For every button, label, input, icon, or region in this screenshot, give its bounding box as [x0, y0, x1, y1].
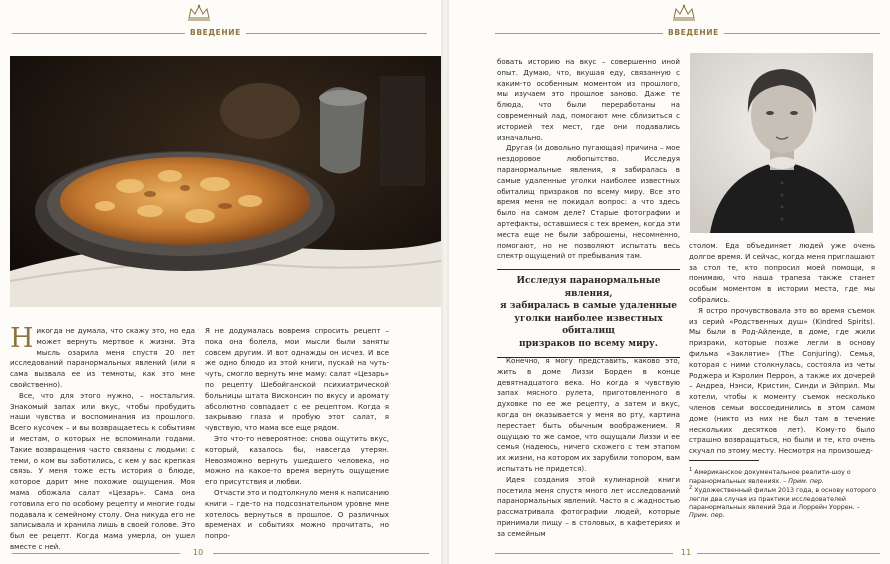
- footer-rule-right: [697, 553, 880, 554]
- crown-ornament-icon: [671, 3, 697, 23]
- footer-rule-right: [213, 553, 429, 554]
- paragraph: Я остро прочувствовала это во время съемок из серий «Родственных душ» (Kindred Spirits). Мы были в Род-Айленде, в доме, где жили призраки, которые позже легли в основу фильма «Заклятие» (The Conjuring). Семья, которая с ними столкнулась, состояла из четы Роджера и Кэролин Перрон, а также их дочерей – Андреа, Нэнси, Кристин, Синди и Эйприл. Мы хотели, чтобы к моменту съемок несколько членов семьи воссоединились в этом самом доме (никто из них не был там в течение нескольких десятков лет). Кому-то было страшно возвращаться, но были и те, кто очень скучал по этому месту. Несмотря на произошед-: [689, 305, 875, 456]
- paragraph: Все, что для этого нужно, – ностальгия. Знакомый запах или вкус, чтобы пробудить наши чувства и воспоминания из прошлого. Всего кусочек – и вы возвращаетесь к событиям и местам, о которых не вспоминали годами. Такие возвращения часто связаны с людьми: с теми, о ком вы заботились, с кем у вас крепкая связь. У меня тоже есть история о блюде, которое дарит мне похожие ощущения. Моя мама обожала салат «Цезарь». Сама она готовила его по особому рецепту и многие годы подавала к семейному столу. Она никуда его не записывала и хранила лишь в своей голове. Это был ее рецепт. Когда мама умерла, он ушел вместе с ней.: [10, 390, 195, 551]
- left-column-2: [205, 326, 389, 542]
- page-number: 11: [681, 548, 692, 557]
- footer-rule-left: [495, 553, 673, 554]
- paragraph: Другая (и довольно пугающая) причина – мое нездоровое любопытство. Исследуя паранормальные явления, я забиралась в самые удаленные уголки наиболее известных обиталищ призраков по всему миру. Все это время меня не покидал вопрос: а что здесь было на самом деле? Старые фотографии и артефакты, оставшиеся с тех времен, когда эти места еще не были заброшены, несомненно, помогают, но не позволяют испытать весь спектр ощущений от пребывания там.: [497, 143, 680, 261]
- paragraph: Никогда не думала, что скажу это, но еда может вернуть мертвое к жизни. Эта мысль озарила меня спустя 20 лет исследований паранормальных явлений (или я сама вызвала ее из темноты, как это мне свойственно).: [10, 323, 195, 389]
- footer-rule-left: [12, 553, 180, 554]
- left-page: [0, 0, 441, 564]
- paragraph: столом. Еда объединяет людей уже очень долгое время. И сейчас, когда меня приглашают за стол те, кто попросил моей помощи, я понимаю, что наша трапеза также станет особым моментом в истории места, где мы собрались.: [689, 241, 875, 304]
- right-column-2: [689, 241, 875, 457]
- footnote-2: $^2$ Художественный фильм 2013 года, в основу которого легли два случая из практики исследователей паранормальных явлений Эда и Лоррейн Уоррен. – Прим. пер.: [689, 485, 877, 520]
- paragraph: Это что-то невероятное: снова ощутить вкус, который, казалось бы, навсегда утерян. Невозможно вернуть ушедшего человека, но можно на какое-то время вернуть ощущение его присутствия и любви.: [205, 433, 389, 487]
- paragraph: Отчасти это и подтолкнуло меня к написанию книги – где-то на подсознательном уровне мне хотелось вернуться в прошлое. О различных временах и событиях можно прочитать, но попро-: [205, 487, 389, 541]
- paragraph: бовать историю на вкус – совершенно иной опыт. Думаю, что, вкушая еду, связанную с каким-то особенным моментом из прошлого, мы изучаем это прошлое заново. Даже те блюда, что были переработаны на современный лад, помогают мне сблизиться с историей тех мест, где они подавались изначально.: [497, 57, 680, 142]
- drop-cap: Н: [10, 323, 34, 354]
- paragraph: Идея создания этой кулинарной книги посетила меня спустя много лет исследований паранормальных явлений. Часто я с жадностью рассматривала фотографии людей, которые принимали пищу – в столовых, в кафетериях и за семейным: [497, 474, 680, 538]
- food-photo: [10, 56, 441, 307]
- section-label: ВВЕДЕНИЕ: [663, 28, 724, 37]
- left-column-1: [10, 323, 195, 553]
- page-number: 10: [193, 548, 204, 557]
- pull-quote: Исследуя паранормальные явления, я забиралась в самые удаленные уголки наиболее известных обиталищ призраков по всему миру.: [497, 269, 680, 358]
- section-label: ВВЕДЕНИЕ: [185, 28, 246, 37]
- footnote-1: $^1$ Американское документальное реалити-шоу о паранормальных явлениях. – Прим. пер.: [689, 467, 851, 485]
- right-column-1-continued: [497, 356, 680, 540]
- portrait-photo: [690, 53, 873, 233]
- book-gutter: [441, 0, 449, 564]
- paragraph: Конечно, я могу представить, каково это, жить в доме Лиззи Борден в конце девятнадцатого века. Но когда я чувствую запах мясного рулета, приготовленного в духовке по ее же рецепту, а затем и вкус, когда он оказывается у меня во рту, картина перестает быть обычным воображением. Я ощущаю то же самое, что ощущали Лиззи и ее семья (надеюсь, ничего схожего с тем этапом их жизни, на котором их зарубили топором, вам испытать не придется).: [497, 356, 680, 473]
- paragraph: Я не додумалась вовремя спросить рецепт – пока она болела, мои мысли были заняты совсем другим. И вот однажды он исчез. И все же одно блюдо из этой книги, пускай на чуть-чуть, смогло вернуть мне маму: салат «Цезарь» по рецепту Шебойганской психиатрической больницы штата Висконсин по вкусу и аромату абсолютно совпадает с ее рецептом. Когда я закрываю глаза и пробую этот салат, я чувствую, что мама все еще рядом.: [205, 326, 389, 433]
- crown-ornament-icon: [186, 3, 212, 23]
- right-column-1: [497, 57, 680, 262]
- footnote-rule: [689, 460, 759, 461]
